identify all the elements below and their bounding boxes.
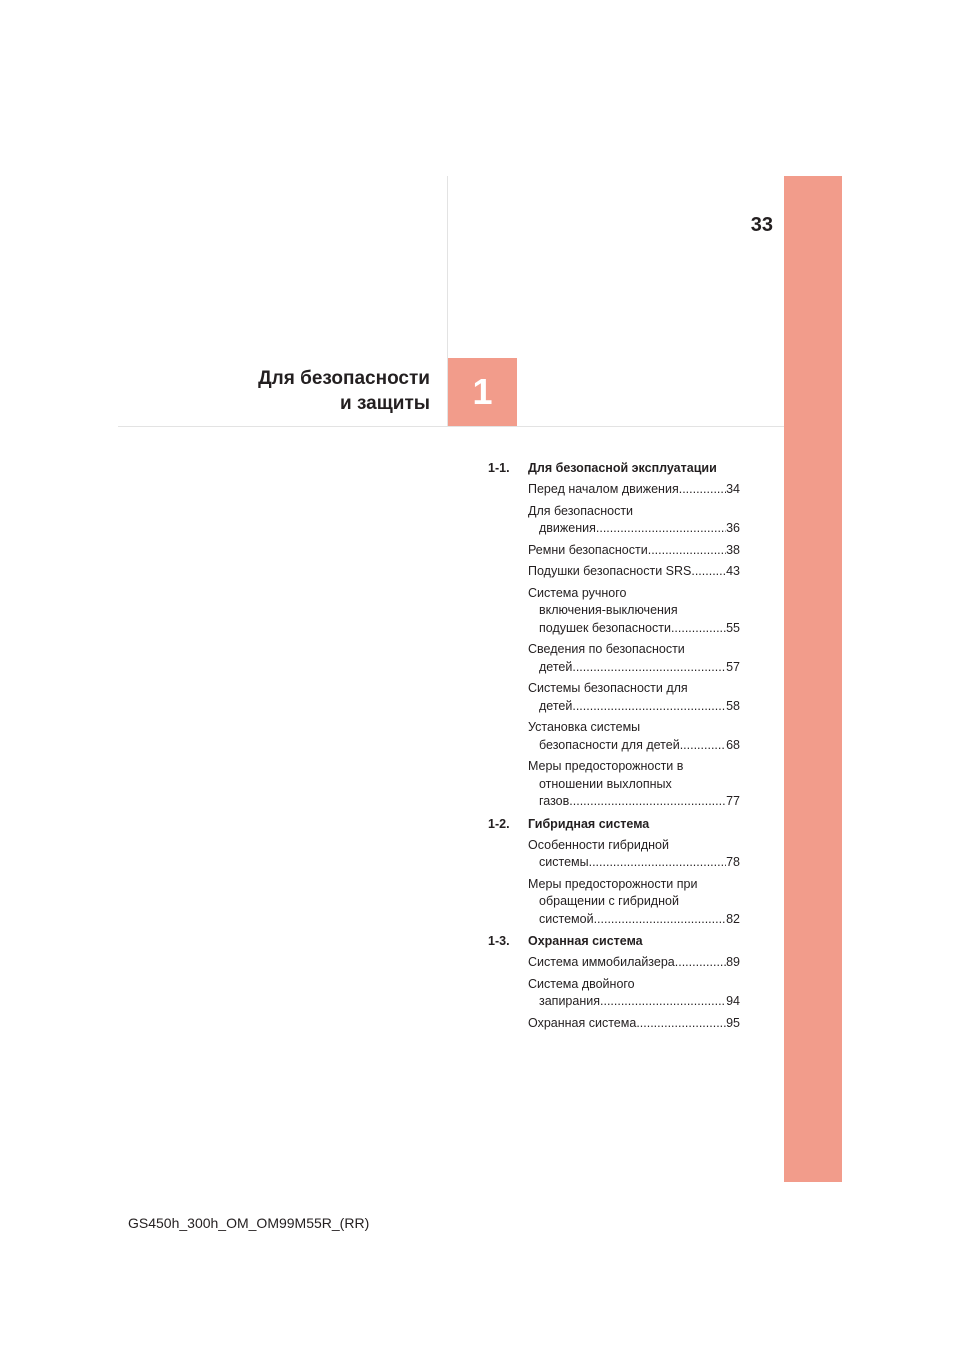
toc-section-title: Охранная система [528, 934, 643, 948]
toc-section-heading[interactable] [488, 815, 740, 833]
toc-entry-page: 94 [726, 994, 740, 1008]
dot-leader [691, 563, 726, 581]
toc-entry-text: Подушки безопасности SRS [528, 564, 692, 578]
horizontal-divider [118, 426, 784, 427]
table-of-contents [488, 459, 740, 1036]
toc-entry-page: 89 [726, 955, 740, 969]
toc-entry-text: Сведения по безопасности [528, 642, 685, 656]
toc-entry[interactable] [528, 719, 740, 754]
toc-entry-text: отношении выхлопных [539, 776, 672, 791]
toc-entry-page: 95 [726, 1015, 740, 1030]
toc-entry-page: 82 [726, 911, 740, 926]
toc-section-number: 1-2. [488, 816, 510, 831]
toc-entry[interactable] [528, 1015, 740, 1033]
toc-section-title: Для безопасной эксплуатации [528, 461, 717, 475]
toc-entry-page: 38 [726, 542, 740, 557]
toc-entry[interactable] [528, 563, 740, 581]
toc-entry-page: 57 [726, 659, 740, 674]
toc-section-heading[interactable] [488, 459, 740, 477]
page-number: 33 [750, 214, 773, 236]
toc-entry[interactable] [528, 481, 740, 499]
dot-leader [680, 737, 726, 755]
toc-entry-text: системы [539, 855, 589, 869]
toc-entry[interactable] [528, 680, 740, 715]
toc-entry-text: Система ручного [528, 585, 627, 600]
toc-entry-text: обращении с гибридной [539, 894, 679, 908]
toc-section-title: Гибридная система [528, 816, 650, 831]
toc-entry-page: 36 [726, 521, 740, 535]
toc-section-heading[interactable] [488, 932, 740, 950]
side-tab-bar [784, 176, 842, 1182]
toc-section-number: 1-3. [488, 934, 510, 948]
chapter-title-line-2: и защиты [340, 393, 430, 414]
toc-entry-page: 55 [726, 620, 740, 635]
dot-leader [594, 911, 727, 929]
toc-entry[interactable] [528, 758, 740, 811]
toc-entry-text: запирания [539, 994, 600, 1008]
toc-entry-text: подушек безопасности [539, 620, 671, 635]
toc-entry-text: газов [539, 794, 570, 808]
toc-entry-text: Система двойного [528, 976, 635, 991]
dot-leader [648, 542, 726, 560]
dot-leader [636, 1015, 726, 1033]
document-code-footer: GS450h_300h_OM_OM99M55R_(RR) [128, 1215, 370, 1231]
dot-leader [572, 659, 726, 677]
toc-entry[interactable] [528, 503, 740, 538]
toc-entry-text: Для безопасности [528, 503, 634, 518]
toc-entry-page: 58 [726, 698, 740, 713]
toc-entry-text: безопасности для детей [539, 737, 680, 752]
chapter-title [180, 366, 430, 416]
dot-leader [589, 854, 726, 872]
toc-entry-text: Особенности гибридной [528, 837, 669, 852]
dot-leader [675, 954, 726, 972]
toc-entry-text: включения-выключения [539, 603, 678, 617]
toc-entry-page: 34 [726, 482, 740, 496]
toc-entry-text: Система иммобилайзера [528, 955, 675, 969]
dot-leader [679, 481, 726, 499]
toc-entry[interactable] [528, 954, 740, 972]
toc-entry-page: 68 [726, 737, 740, 752]
toc-entry-page: 77 [726, 794, 740, 808]
toc-entry-text: детей [539, 659, 573, 674]
toc-entry-text: Установка системы [528, 720, 641, 734]
toc-entry[interactable] [528, 641, 740, 676]
chapter-title-line-1: Для безопасности [258, 368, 430, 389]
dot-leader [600, 993, 726, 1011]
toc-entry-text: системой [539, 911, 594, 926]
toc-entry-page: 43 [726, 564, 740, 578]
toc-entry-text: Охранная система [528, 1015, 637, 1030]
toc-entry-page: 78 [726, 855, 740, 869]
chapter-number-badge: 1 [448, 358, 517, 426]
toc-entry[interactable] [528, 976, 740, 1011]
toc-entry[interactable] [528, 585, 740, 638]
dot-leader [572, 698, 726, 716]
toc-entry[interactable] [528, 542, 740, 560]
toc-entry-text: Системы безопасности для [528, 681, 688, 695]
toc-entry-text: Меры предосторожности в [528, 759, 684, 773]
toc-entry-text: движения [539, 521, 596, 535]
dot-leader [596, 520, 726, 538]
toc-entry-text: детей [539, 698, 573, 713]
toc-section-number: 1-1. [488, 461, 510, 475]
dot-leader [671, 620, 726, 638]
toc-entry[interactable] [528, 876, 740, 929]
toc-entry[interactable] [528, 837, 740, 872]
toc-entry-text: Меры предосторожности при [528, 876, 698, 891]
dot-leader [569, 793, 726, 811]
toc-entry-text: Ремни безопасности [528, 542, 648, 557]
toc-entry-text: Перед началом движения [528, 482, 679, 496]
